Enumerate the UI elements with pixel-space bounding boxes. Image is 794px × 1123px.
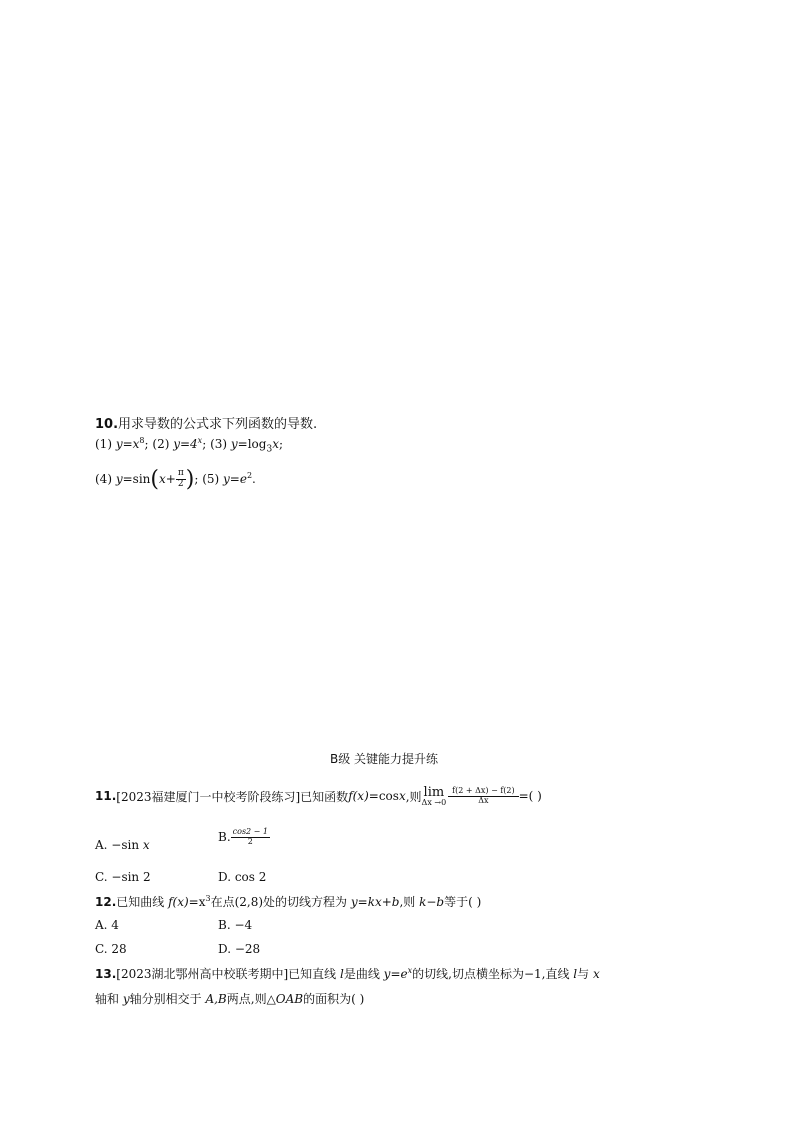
q10-item-5-label: (5) xyxy=(202,472,224,486)
q10-item-3-label: (3) xyxy=(210,437,231,451)
q13-stem-line-2: 轴和 y轴分别相交于 A,B两点,则△OAB的面积为( ) xyxy=(95,992,365,1006)
q10-item-3-fn: log xyxy=(247,437,267,451)
q11-difference-quotient: $\frac{f(2 + \Delta x) - f(2)}{\Delta x}$ xyxy=(448,787,518,806)
q10-item-1-sep: ; xyxy=(144,437,149,451)
q11-option-a: A. −sin x xyxy=(95,838,150,852)
q10-item-1-eq: y=x xyxy=(115,437,140,451)
q11-fx: f(x) xyxy=(348,789,369,803)
q10-stem-line xyxy=(95,413,317,432)
q10-number: 10. xyxy=(95,417,119,432)
q10-item-3-sep: ; xyxy=(278,437,284,451)
q10-item-4-sep: ; xyxy=(194,472,199,486)
q11-stem-line xyxy=(95,778,542,814)
q11-limit: lim Δx →0 xyxy=(421,784,447,807)
q10-item-2-eq: y=4 xyxy=(173,437,198,451)
q10-item-4-label: (4) xyxy=(95,472,116,486)
q10-item-5-end: . xyxy=(252,472,256,486)
q13-number: 13. xyxy=(95,967,117,981)
q13-stem-line-1: 13.[2023湖北鄂州高中校联考期中]已知直线 l是曲线 $y=e^x$的切线,切点横坐标为−1,直线 l与 x xyxy=(95,966,600,981)
q11-stem-b: =cos xyxy=(368,789,399,803)
q10-item-2-label: (2) xyxy=(152,437,174,451)
q12-number: 12. xyxy=(95,895,117,909)
q10-item-3-eq: y= xyxy=(230,437,248,451)
q10-item-2-exp: x xyxy=(197,436,203,445)
q10-item-1-label: (1) xyxy=(95,437,116,451)
q10-items-line-1 xyxy=(95,437,283,454)
q10-item-5-eq: y=e xyxy=(223,472,247,486)
q12-option-b: B. −4 xyxy=(218,918,253,932)
q10-item-4-fn: sin xyxy=(132,472,151,486)
q12-option-a: A. 4 xyxy=(95,918,119,932)
q10-item-3-sub: 3 xyxy=(266,444,273,455)
q11-source: [2023福建厦门一中校考阶段练习] xyxy=(116,789,301,804)
q11-answer-blank: =( ) xyxy=(518,789,542,803)
q12-stem-line: 12.已知曲线 $f(x)=x^3$在点(2,8)处的切线方程为 y=kx+b,则 k−b等于( ) xyxy=(95,894,482,909)
q10-item-5-exp: 2 xyxy=(246,471,253,480)
q10-stem: 用求导数的公式求下列函数的导数. xyxy=(118,417,318,432)
q11-option-b: B. $\frac{\cos 2 - 1}{2}$ xyxy=(218,827,269,846)
q10-item-2-sep: ; xyxy=(202,437,207,451)
q10-item-4-eq: y= xyxy=(115,472,133,486)
q10-item-3-var: x xyxy=(272,437,279,451)
q10-item-4-frac: $\frac{\pi}{2}$ xyxy=(177,468,184,489)
q11-var: x xyxy=(398,789,406,803)
q11-stem-a: 已知函数 xyxy=(300,789,349,804)
q10-item-4-arg: x+ xyxy=(158,472,176,486)
q11-option-d: D. cos 2 xyxy=(218,870,267,884)
q12-option-d: D. −28 xyxy=(218,942,261,956)
q11-number: 11. xyxy=(95,789,117,803)
q11-stem-c: ,则 xyxy=(405,789,422,804)
q10-items-line-2: (4) y=sin(x+ $\frac{\pi}{2}$ ); (5) $y=e^2$. xyxy=(95,467,256,492)
q12-option-c: C. 28 xyxy=(95,942,127,956)
q11-option-c: C. −sin 2 xyxy=(95,870,151,884)
q10-item-1-exp: 8 xyxy=(139,436,145,445)
section-title: B级 关键能力提升练 xyxy=(330,752,439,766)
